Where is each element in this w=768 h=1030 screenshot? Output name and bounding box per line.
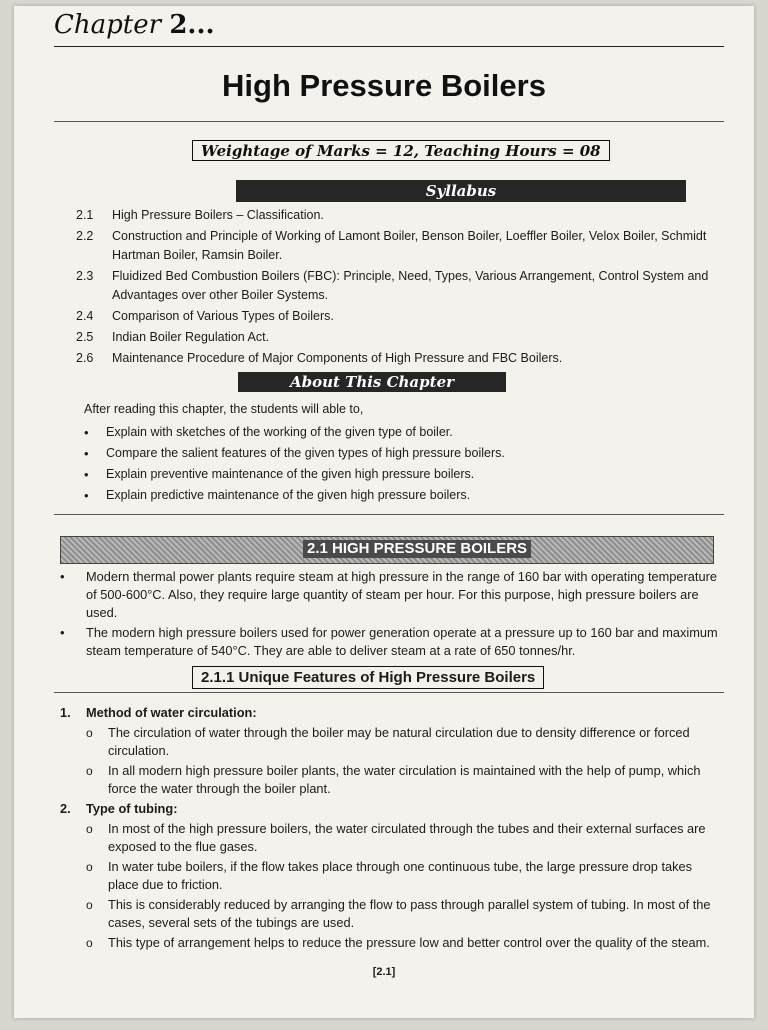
feature-point [86, 724, 720, 760]
syllabus-item-number: 2.5 [76, 330, 94, 344]
page-number: [2.1] [372, 966, 396, 978]
about-item [84, 464, 684, 485]
feature-point [86, 820, 720, 856]
syllabus-item-number: 2.6 [76, 351, 94, 365]
about-item-text: Explain predictive maintenance of the given high pressure boilers. [106, 488, 471, 502]
syllabus-item-number: 2.3 [76, 269, 94, 283]
circle-bullet-icon: o [86, 860, 93, 874]
about-list [84, 422, 684, 506]
syllabus-heading: Syllabus [236, 180, 686, 202]
document-page [14, 6, 754, 1018]
features-list [60, 702, 720, 954]
syllabus-item-number: 2.1 [76, 208, 94, 222]
feature-number: 2. [60, 801, 71, 816]
section-point [60, 624, 720, 660]
about-item [84, 485, 684, 506]
circle-bullet-icon: o [86, 898, 93, 912]
feature-title: Type of tubing: [86, 801, 178, 816]
feature-point [86, 762, 720, 798]
section-point [60, 568, 720, 622]
weightage-box: Weightage of Marks = 12, Teaching Hours = 08 [192, 140, 610, 161]
syllabus-item [76, 206, 726, 225]
circle-bullet-icon: o [86, 822, 93, 836]
syllabus-item [76, 307, 726, 326]
section-point-text: Modern thermal power plants require steam at high pressure in the range of 160 bar with operating temperature of 500-600°C. Also, they require large quantity of steam per hour. For this purpose, high pressure boilers are used. [86, 569, 717, 620]
section-point-text: The modern high pressure boilers used for power generation operate at a pressure up to 160 bar and maximum steam temperature of 540°C. They are able to deliver steam at a rate of 650 tonnes/hr. [86, 625, 718, 658]
chapter-header [54, 10, 215, 40]
header-rule [54, 46, 724, 47]
syllabus-item [76, 267, 726, 305]
feature-point-text: In water tube boilers, if the flow takes place through one continuous tube, the large pressure drop takes place due to friction. [108, 859, 693, 892]
feature-point-text: This is considerably reduced by arranging the flow to pass through parallel system of tubing. In most of the cases, several sets of the tubings are used. [108, 897, 711, 930]
syllabus-item [76, 349, 726, 368]
feature-point-text: The circulation of water through the boiler may be natural circulation due to density difference or forced circulation. [108, 725, 690, 758]
syllabus-item-text: Maintenance Procedure of Major Components of High Pressure and FBC Boilers. [112, 351, 563, 365]
chapter-prefix: Chapter [54, 10, 162, 40]
syllabus-item-text: Construction and Principle of Working of Lamont Boiler, Benson Boiler, Loeffler Boiler, Velox Boiler, Schmidt Hartman Boiler, Ramsin Boiler. [112, 229, 707, 262]
about-item-text: Compare the salient features of the given types of high pressure boilers. [106, 446, 505, 460]
feature-point-text: In all modern high pressure boiler plants, the water circulation is maintained with the help of pump, which force the water through the boiler plant. [108, 763, 701, 796]
about-item [84, 422, 684, 443]
syllabus-item-text: Fluidized Bed Combustion Boilers (FBC): Principle, Need, Types, Various Arrangement, Control System and Advantages over other Boiler Systems. [112, 269, 709, 302]
syllabus-item-text: Indian Boiler Regulation Act. [112, 330, 270, 344]
bullet-icon: • [84, 488, 89, 503]
about-heading: About This Chapter [238, 372, 506, 392]
feature-number: 1. [60, 705, 71, 720]
feature-title: Method of water circulation: [86, 705, 257, 720]
chapter-number: 2... [169, 10, 215, 40]
about-item [84, 443, 684, 464]
syllabus-item-number: 2.4 [76, 309, 94, 323]
feature-point [86, 858, 720, 894]
section-points [60, 568, 720, 662]
syllabus-item [76, 227, 726, 265]
subsection-heading: 2.1.1 Unique Features of High Pressure Boilers [192, 666, 544, 689]
syllabus-item [76, 328, 726, 347]
feature-heading [60, 800, 720, 818]
section-rule [54, 514, 724, 515]
syllabus-item-text: Comparison of Various Types of Boilers. [112, 309, 334, 323]
bullet-icon: • [84, 425, 89, 440]
bullet-icon: • [84, 446, 89, 461]
chapter-title: High Pressure Boilers [222, 68, 546, 103]
title-rule [54, 121, 724, 122]
about-intro: After reading this chapter, the students will able to, [84, 402, 364, 416]
syllabus-item-number: 2.2 [76, 229, 94, 243]
bullet-icon: • [84, 467, 89, 482]
circle-bullet-icon: o [86, 726, 93, 740]
circle-bullet-icon: o [86, 764, 93, 778]
bullet-icon: • [60, 569, 65, 584]
bullet-icon: • [60, 625, 65, 640]
circle-bullet-icon: o [86, 936, 93, 950]
syllabus-list [76, 206, 726, 370]
subsection-rule [54, 692, 724, 693]
feature-point-text: In most of the high pressure boilers, the water circulated through the tubes and their external surfaces are exposed to the flue gases. [108, 821, 706, 854]
section-heading: 2.1 HIGH PRESSURE BOILERS [303, 540, 531, 558]
section-heading-bar [60, 536, 714, 564]
syllabus-item-text: High Pressure Boilers – Classification. [112, 208, 324, 222]
feature-point-text: This type of arrangement helps to reduce the pressure low and better control over the quality of the steam. [108, 935, 710, 950]
about-item-text: Explain preventive maintenance of the given high pressure boilers. [106, 467, 475, 481]
about-item-text: Explain with sketches of the working of the given type of boiler. [106, 425, 453, 439]
feature-heading [60, 704, 720, 722]
feature-point [86, 934, 720, 952]
feature-point [86, 896, 720, 932]
